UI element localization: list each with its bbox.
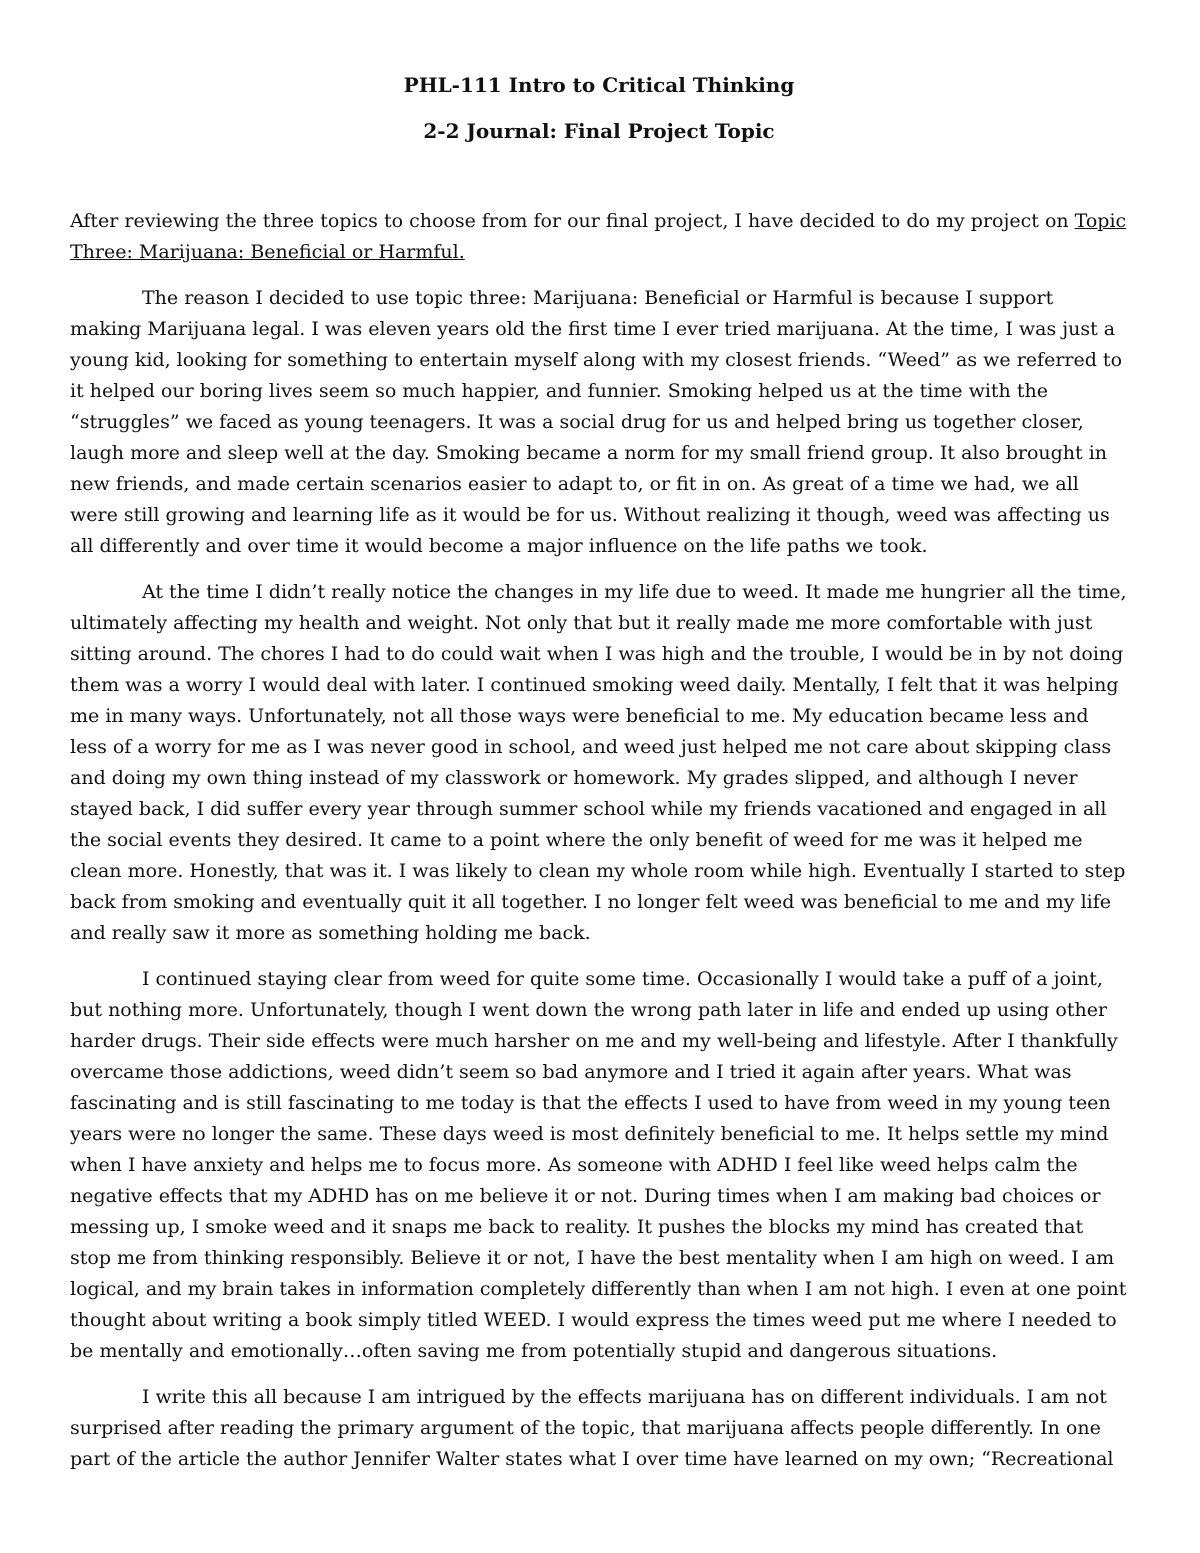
paragraph-1: The reason I decided to use topic three: Marijuana: Beneficial or Harmful is because I support making Marijuana legal. I was eleven years old the first time I ever tried marijuana. At the time, I was just a young kid, looking for something to entertain myself along with my closest friends. “Weed” as we referred to it helped our boring lives seem so much happier, and funnier. Smoking helped us at the time with the “struggles” we faced as young teenagers. It was a social drug for us and helped bring us together closer, laugh more and sleep well at the day. Smoking became a norm for my small friend group. It also brought in new friends, and made certain scenarios easier to adapt to, or fit in on. As great of a time we had, we all were still growing and learning life as it would be for us. Without realizing it though, weed was affecting us all differently and over time it would become a major influence on the life paths we took.: [70, 287, 1123, 557]
topic-title-underlined: Topic Three: Marijuana: Beneficial or Harmful.: [70, 210, 1127, 263]
document-subtitle: 2-2 Journal: Final Project Topic: [423, 119, 775, 143]
intro-text: After reviewing the three topics to choose from for our final project, I have decided to do my project on: [70, 210, 1075, 232]
document-body: [70, 68, 1128, 1490]
document-title: PHL-111 Intro to Critical Thinking: [403, 73, 795, 97]
intro-paragraph: [70, 206, 1128, 268]
journal-text: [70, 206, 1128, 1475]
paragraph-4: I write this all because I am intrigued by the effects marijuana has on different individuals. I am not surprised after reading the primary argument of the topic, that marijuana affects people differently. In one part of the article the author Jennifer Walter states what I over time have learned on my own; “Recreational: [70, 1386, 1114, 1470]
paragraph-2: At the time I didn’t really notice the changes in my life due to weed. It made me hungrier all the time, ultimately affecting my health and weight. Not only that but it really made me more comfortable with just sitting around. The chores I had to do could wait when I was high and the trouble, I would be in by not doing them was a worry I would deal with later. I continued smoking weed daily. Mentally, I felt that it was helping me in many ways. Unfortunately, not all those ways were beneficial to me. My education became less and less of a worry for me as I was never good in school, and weed just helped me not care about skipping class and doing my own thing instead of my classwork or homework. My grades slipped, and although I never stayed back, I did suffer every year through summer school while my friends vacationed and engaged in all the social events they desired. It came to a point where the only benefit of weed for me was it helped me clean more. Honestly, that was it. I was likely to clean my whole room while high. Eventually I started to step back from smoking and eventually quit it all together. I no longer felt weed was beneficial to me and my life and really saw it more as something holding me back.: [70, 581, 1127, 944]
paragraph-3: I continued staying clear from weed for quite some time. Occasionally I would take a puff of a joint, but nothing more. Unfortunately, though I went down the wrong path later in life and ended up using other harder drugs. Their side effects were much harsher on me and my well-being and lifestyle. After I thankfully overcame those addictions, weed didn’t seem so bad anymore and I tried it again after years. What was fascinating and is still fascinating to me today is that the effects I used to have from weed in my young teen years were no longer the same. These days weed is most definitely beneficial to me. It helps settle my mind when I have anxiety and helps me to focus more. As someone with ADHD I feel like weed helps calm the negative effects that my ADHD has on me believe it or not. During times when I am making bad choices or messing up, I smoke weed and it snaps me back to reality. It pushes the blocks my mind has created that stop me from thinking responsibly. Believe it or not, I have the best mentality when I am high on weed. I am logical, and my brain takes in information completely differently than when I am not high. I even at one point thought about writing a book simply titled WEED. I would express the times weed put me where I needed to be mentally and emotionally…often saving me from potentially stupid and dangerous situations.: [70, 968, 1127, 1362]
